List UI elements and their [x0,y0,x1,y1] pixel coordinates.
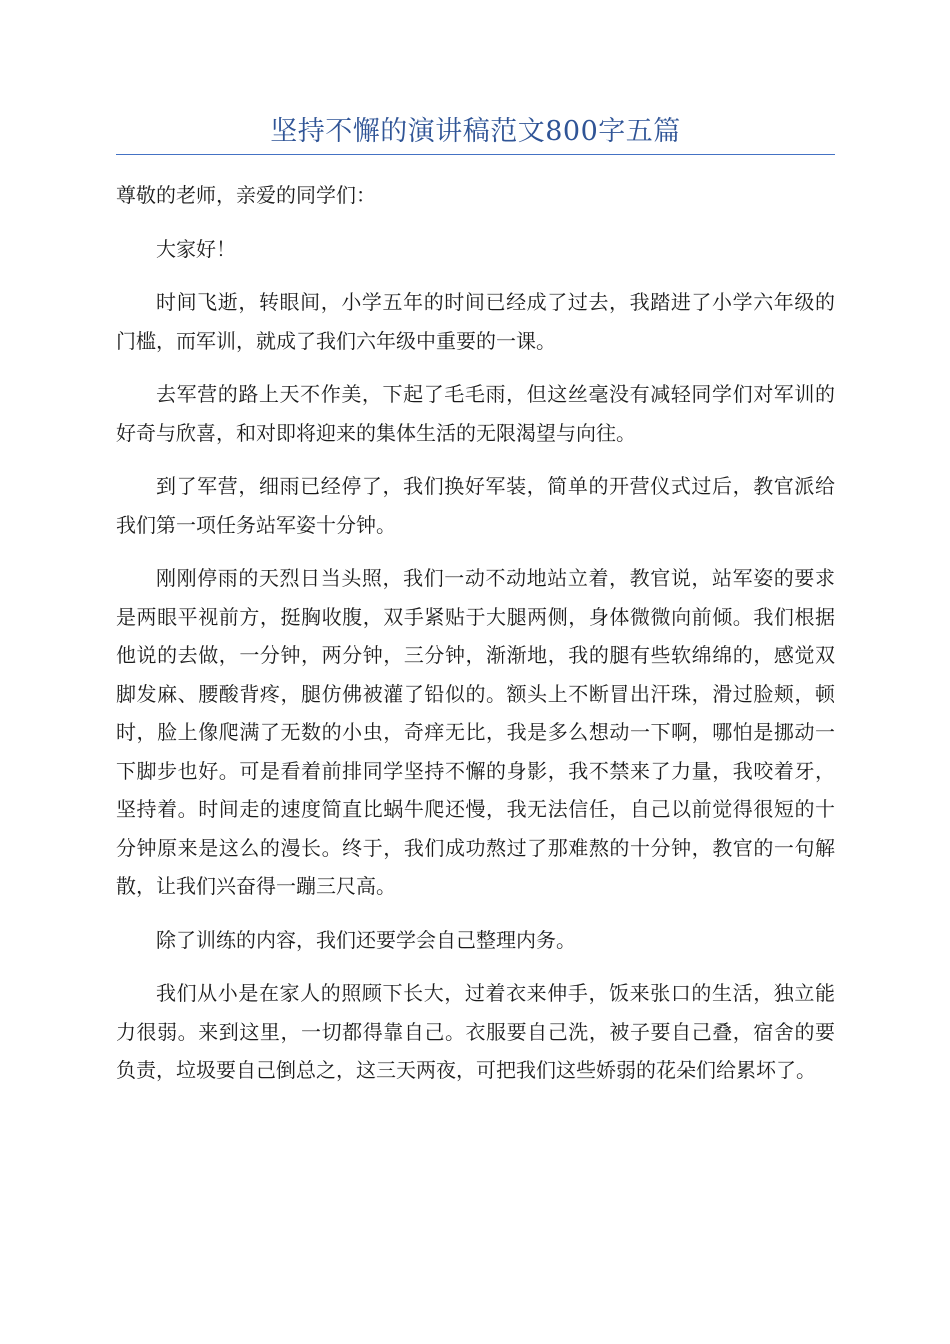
paragraph-4: 刚刚停雨的天烈日当头照，我们一动不动地站立着，教官说，站军姿的要求是两眼平视前方，挺胸收腹，双手紧贴于大腿两侧，身体微微向前倾。我们根据他说的去做，一分钟，两分钟，三分钟，渐渐地，我的腿有些软绵绵的，感觉双脚发麻、腰酸背疼，腿仿佛被灌了铅似的。额头上不断冒出汗珠，滑过脸颊，顿时，脸上像爬满了无数的小虫，奇痒无比，我是多么想动一下啊，哪怕是挪动一下脚步也好。可是看着前排同学坚持不懈的身影，我不禁来了力量，我咬着牙，坚持着。时间走的速度简直比蜗牛爬还慢，我无法信任，自己以前觉得很短的十分钟原来是这么的漫长。终于，我们成功熬过了那难熬的十分钟，教官的一句解散，让我们兴奋得一蹦三尺高。 [116,566,835,898]
paragraph-1: 时间飞逝，转眼间，小学五年的时间已经成了过去，我踏进了小学六年级的门槛，而军训，就成了我们六年级中重要的一课。 [116,290,835,353]
title-underline [116,154,835,155]
paragraph-5: 除了训练的内容，我们还要学会自己整理内务。 [156,927,576,952]
paragraph-2: 去军营的路上天不作美，下起了毛毛雨，但这丝毫没有减轻同学们对军训的好奇与欣喜，和对即将迎来的集体生活的无限渴望与向往。 [116,382,835,445]
paragraph-6: 我们从小是在家人的照顾下长大，过着衣来伸手，饭来张口的生活，独立能力很弱。来到这里，一切都得靠自己。衣服要自己洗，被子要自己叠，宿舍的要负责，垃圾要自己倒总之，这三天两夜，可把我们这些娇弱的花朵们给累坏了。 [116,981,835,1082]
salutation: 尊敬的老师，亲爱的同学们： [116,183,376,207]
paragraph-greeting: 大家好！ [156,236,236,261]
document-body [116,176,835,1090]
paragraph-3: 到了军营，细雨已经停了，我们换好军装，简单的开营仪式过后，教官派给我们第一项任务站军姿十分钟。 [116,474,835,537]
document-title: 坚持不懈的演讲稿范文800字五篇 [270,116,681,147]
